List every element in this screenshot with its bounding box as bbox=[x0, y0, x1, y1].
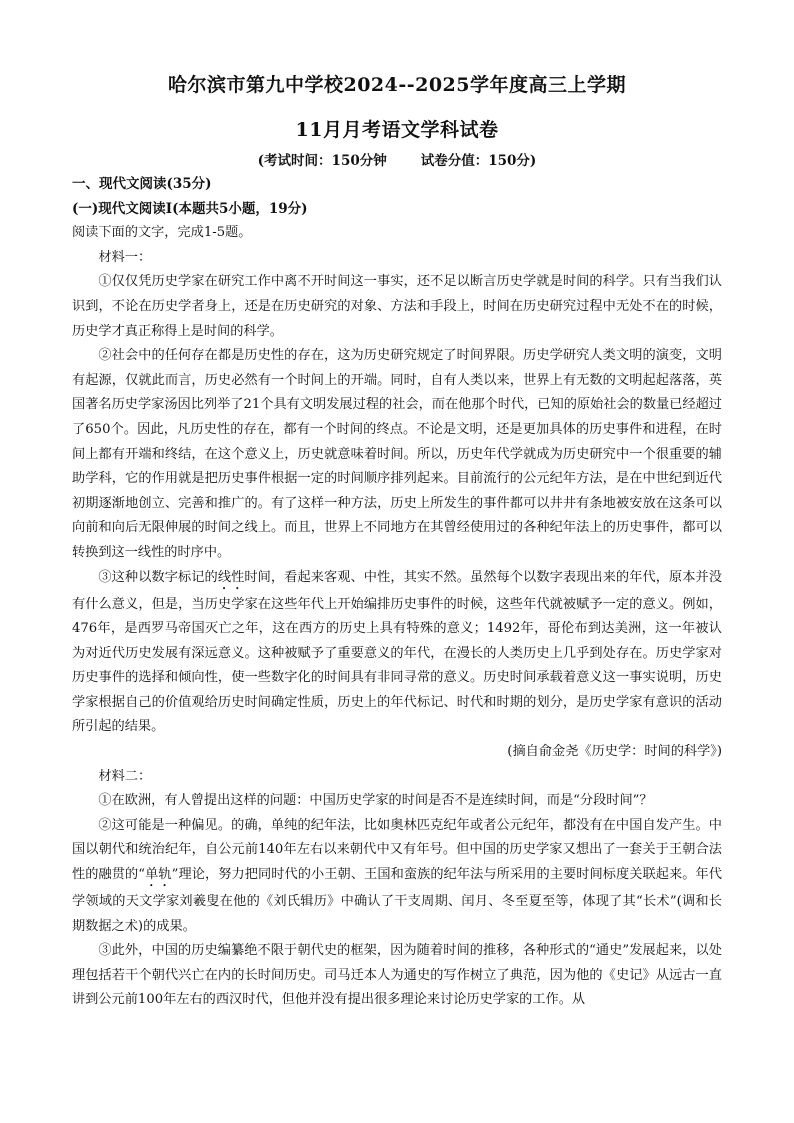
exam-score: 试卷分值：150分) bbox=[420, 153, 537, 169]
material2-paragraph-2-lead: ②这可能是一种偏见。的确，单纯的纪年法，比如奥林匹克纪年或者公元纪年，都没有在中国自发产生。中国以朝代和统治纪年，自公元前140年左右以来朝代中又有年号。但中国的历史学家又想出了一套关于王朝合法性的融贯的“ bbox=[72, 817, 722, 883]
material1-paragraph-3-lead: ③这种以数字标记的 bbox=[98, 569, 218, 585]
material2-paragraph-3: ③此外，中国的历史编纂绝不限于朝代史的框架，因为随着时间的推移，各种形式的“通史”发展起来，以处理包括若干个朝代兴亡在内的长时间历史。司马迁本人为通史的写作树立了典范，因为他的《史记》从远古一直讲到公元前100年左右的西汉时代，但他并没有提出很多理论来讨论历史学家的工作。从 bbox=[72, 943, 722, 1008]
material1-label: 材料一： bbox=[98, 249, 152, 265]
exam-time: (考试时间：150分钟 bbox=[257, 153, 387, 169]
reading-body bbox=[72, 172, 722, 1013]
material2-paragraph-2-rest: ”理论，努力把同时代的小王朝、王国和蛮族的纪年法与所采用的主要时间标度关联起来。年代学领域的天文学家刘羲叟在他的《刘氏辑历》中确认了干支周期、闰月、冬至夏至等，体现了其“长术”(调和长期数据之术)的成果。 bbox=[72, 867, 722, 934]
material2-paragraph-2 bbox=[72, 814, 722, 939]
material1-paragraph-3 bbox=[72, 566, 722, 741]
material1-paragraph-1: ①仅仅凭历史学家在研究工作中离不开时间这一事实，还不足以断言历史学就是时间的科学。只有当我们认识到，不论在历史学者身上，还是在历史研究的对象、方法和手段上，时间在历史研究过程中无处不在的时候，历史学才真正称得上是时间的科学。 bbox=[72, 274, 722, 339]
material1-paragraph-3-rest: 时间，看起来客观、中性，其实不然。虽然每个以数字表现出来的年代，原本并没有什么意义，但是，当历史学家在这些年代上开始编排历史事件的时候，这些年代就被赋予一定的意义。例如，476年，是西罗马帝国灭亡之年，这在西方的历史上具有特殊的意义；1492年，哥伦布到达美洲，这一年被认为对近代历史发展有深远意义。这种被赋予了重要意义的年代，在漫长的人类历史上几乎到处存在。历史学家对历史事件的选择和倾向性，使一些数字化的时间具有非同寻常的意义。历史时间承载着意义这一事实说明，历史学家根据自己的价值观给历史时间确定性质，历史上的年代标记、时代和时期的划分，是历史学家有意识的活动所引起的结果。 bbox=[72, 569, 723, 735]
material1-paragraph-2: ②社会中的任何存在都是历史性的存在，这为历史研究规定了时间界限。历史学研究人类文明的演变，文明有起源，仅就此而言，历史必然有一个时间上的开端。同时，自有人类以来，世界上有无数的文明起起落落，英国著名历史学家汤因比列举了21个具有文明发展过程的社会，而在他那个时代，已知的原始社会的数量已经超过了650个。因此，凡历史性的存在，都有一个时间的终点。不论是文明，还是更加具体的历史事件和进程，在时间上都有开端和终结，在这个意义上，历史就意味着时间。所以，历史年代学就成为历史研究中一个很重要的辅助学科，它的作用就是把历史事件根据一定的时间顺序排列起来。目前流行的公元纪年方法，是在中世纪到近代初期逐渐地创立、完善和推广的。有了这样一种方法，历史上所发生的事件都可以井井有条地被安放在这条可以向前和向后无限伸展的时间之线上。而且，世界上不同地方在其曾经使用过的各种纪年法上的历史事件，都可以转换到这一线性的时序中。 bbox=[72, 348, 722, 560]
exam-title-line1: 哈尔滨市第九中学校2024--2025学年度高三上学期 bbox=[167, 74, 627, 96]
material2-paragraph-1: ①在欧洲，有人曾提出这样的问题：中国历史学家的时间是否不是连续时间，而是“分段时间”？ bbox=[98, 793, 653, 809]
emphasized-word-linear: 线性 bbox=[217, 569, 245, 585]
exam-title-line2: 11月月考语文学科试卷 bbox=[295, 119, 499, 141]
material1-source: (摘自俞金尧《历史学：时间的科学》) bbox=[507, 744, 722, 760]
instruction-text: 阅读下面的文字，完成1-5题。 bbox=[72, 225, 252, 241]
sub1-heading: (一)现代文阅读Ⅰ(本题共5小题，19分) bbox=[72, 200, 308, 217]
emphasized-word-single-track: 单轨 bbox=[145, 867, 172, 883]
material2-label: 材料二： bbox=[98, 768, 152, 784]
exam-info bbox=[0, 149, 794, 169]
part1-heading: 一、现代文阅读(35分) bbox=[72, 176, 212, 192]
